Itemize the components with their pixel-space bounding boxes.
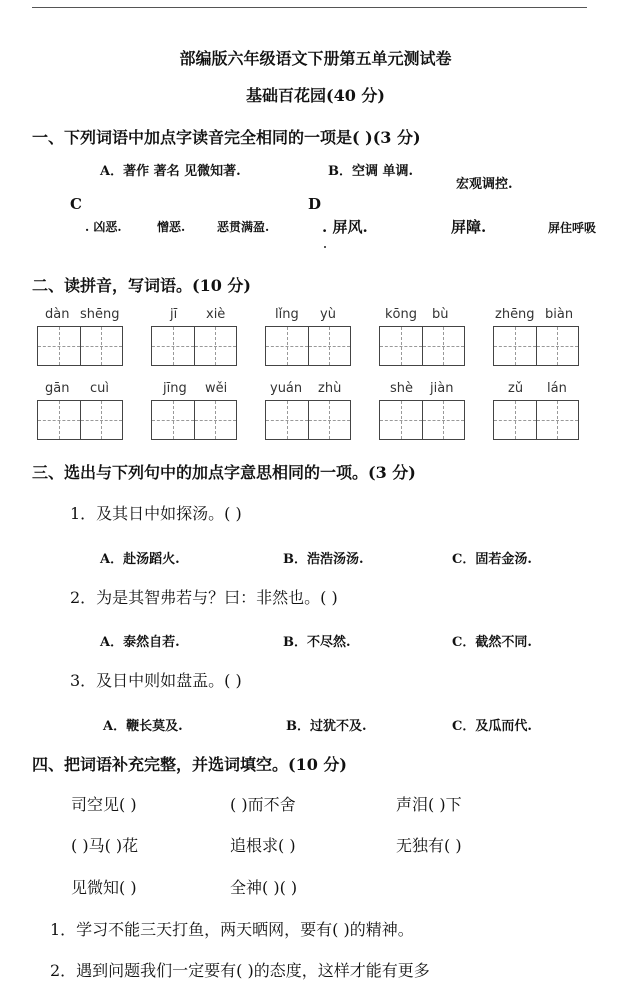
q4-heading: 四、把词语补充完整，并选词填空。(10 分) [32, 755, 347, 774]
q1-option-c-3: 恶贯满盈. [217, 220, 270, 234]
q1-option-b: B．空调 单调. [328, 164, 414, 179]
q1-option-b-extra: 宏观调控. [456, 177, 513, 192]
q3-1-option-c: C．固若金汤. [452, 552, 532, 567]
writing-grid[interactable] [265, 400, 351, 440]
pinyin-1a: dàn [45, 307, 70, 322]
pinyin-6b: cuì [90, 381, 109, 396]
pinyin-6a: gān [45, 381, 70, 396]
q3-sentence-2: 2．为是其智弗若与？曰：非然也。( ) [70, 588, 338, 607]
q4-fill-2: 2．遇到问题我们一定要有( )的态度，这样才能有更多 [50, 961, 430, 980]
writing-grid[interactable] [265, 326, 351, 366]
pinyin-2a: jī [170, 307, 178, 322]
writing-grid[interactable] [151, 326, 237, 366]
q3-2-option-c: C．截然不同. [452, 635, 532, 650]
q4-word-2: ( )而不舍 [230, 795, 296, 814]
q3-1-option-b: B．浩浩汤汤. [283, 552, 364, 567]
pinyin-3a: lǐng [275, 307, 299, 322]
q2-heading: 二、读拼音，写词语。(10 分) [32, 276, 251, 295]
q4-word-6: 无独有( ) [396, 836, 462, 855]
q4-word-1: 司空见( ) [71, 795, 137, 814]
top-rule [32, 7, 587, 8]
q3-3-option-a: A．鞭长莫及. [103, 719, 183, 734]
pinyin-10a: zǔ [508, 381, 524, 396]
q1-option-a: A．著作 著名 见微知著. [100, 164, 241, 179]
q4-word-7: 见微知( ) [71, 878, 137, 897]
q3-sentence-1: 1．及其日中如探汤。( ) [70, 504, 242, 523]
q1-option-d-3: 屏住呼吸 [548, 221, 597, 235]
q3-3-option-c: C．及瓜而代. [452, 719, 532, 734]
page-title: 部编版六年级语文下册第五单元测试卷 [179, 49, 452, 68]
writing-grid[interactable] [493, 326, 579, 366]
pinyin-9a: shè [390, 381, 414, 396]
q4-word-8: 全神( )( ) [230, 878, 298, 897]
q3-1-option-a: A．赴汤蹈火. [100, 552, 180, 567]
pinyin-7a: jīng [163, 381, 187, 396]
pinyin-7b: wěi [205, 381, 228, 396]
q1-heading: 一、下列词语中加点字读音完全相同的一项是( )(3 分) [32, 128, 421, 147]
pinyin-1b: shēng [80, 307, 120, 322]
q3-3-option-b: B．过犹不及. [286, 719, 367, 734]
pinyin-8b: zhù [318, 381, 342, 396]
writing-grid[interactable] [37, 400, 123, 440]
writing-grid[interactable] [151, 400, 237, 440]
q3-2-option-b: B．不尽然. [283, 635, 351, 650]
q1-label-d: D [308, 195, 322, 213]
pinyin-2b: xiè [206, 307, 226, 322]
q4-word-4: ( )马( )花 [71, 836, 139, 855]
writing-grid[interactable] [379, 400, 465, 440]
q3-2-option-a: A．泰然自若. [100, 635, 180, 650]
section-subtitle: 基础百花园(40 分) [246, 86, 385, 105]
q1-option-c-1: . 凶恶. [85, 220, 122, 234]
q3-heading: 三、选出与下列句中的加点字意思相同的一项。(3 分) [32, 463, 416, 482]
pinyin-9b: jiàn [430, 381, 454, 396]
pinyin-4a: kōng [385, 307, 417, 322]
q1-option-c-2: 憎恶. [157, 220, 186, 234]
pinyin-5a: zhēng [495, 307, 535, 322]
q4-fill-1: 1．学习不能三天打鱼，两天晒网，要有( )的精神。 [50, 920, 414, 939]
writing-grid[interactable] [493, 400, 579, 440]
q1-option-d-1: . 屏风. [322, 218, 368, 236]
q3-sentence-3: 3．及日中则如盘盂。( ) [70, 671, 242, 690]
pinyin-10b: lán [547, 381, 567, 396]
pinyin-4b: bù [432, 307, 449, 322]
writing-grid[interactable] [37, 326, 123, 366]
q4-word-3: 声泪( )下 [396, 795, 462, 814]
writing-grid[interactable] [379, 326, 465, 366]
pinyin-5b: biàn [545, 307, 574, 322]
q1-label-c: C [70, 195, 82, 213]
pinyin-8a: yuán [270, 381, 303, 396]
emphasis-dot [324, 246, 326, 248]
pinyin-3b: yù [320, 307, 336, 322]
q1-option-d-2: 屏障. [451, 218, 487, 236]
q4-word-5: 追根求( ) [230, 836, 296, 855]
